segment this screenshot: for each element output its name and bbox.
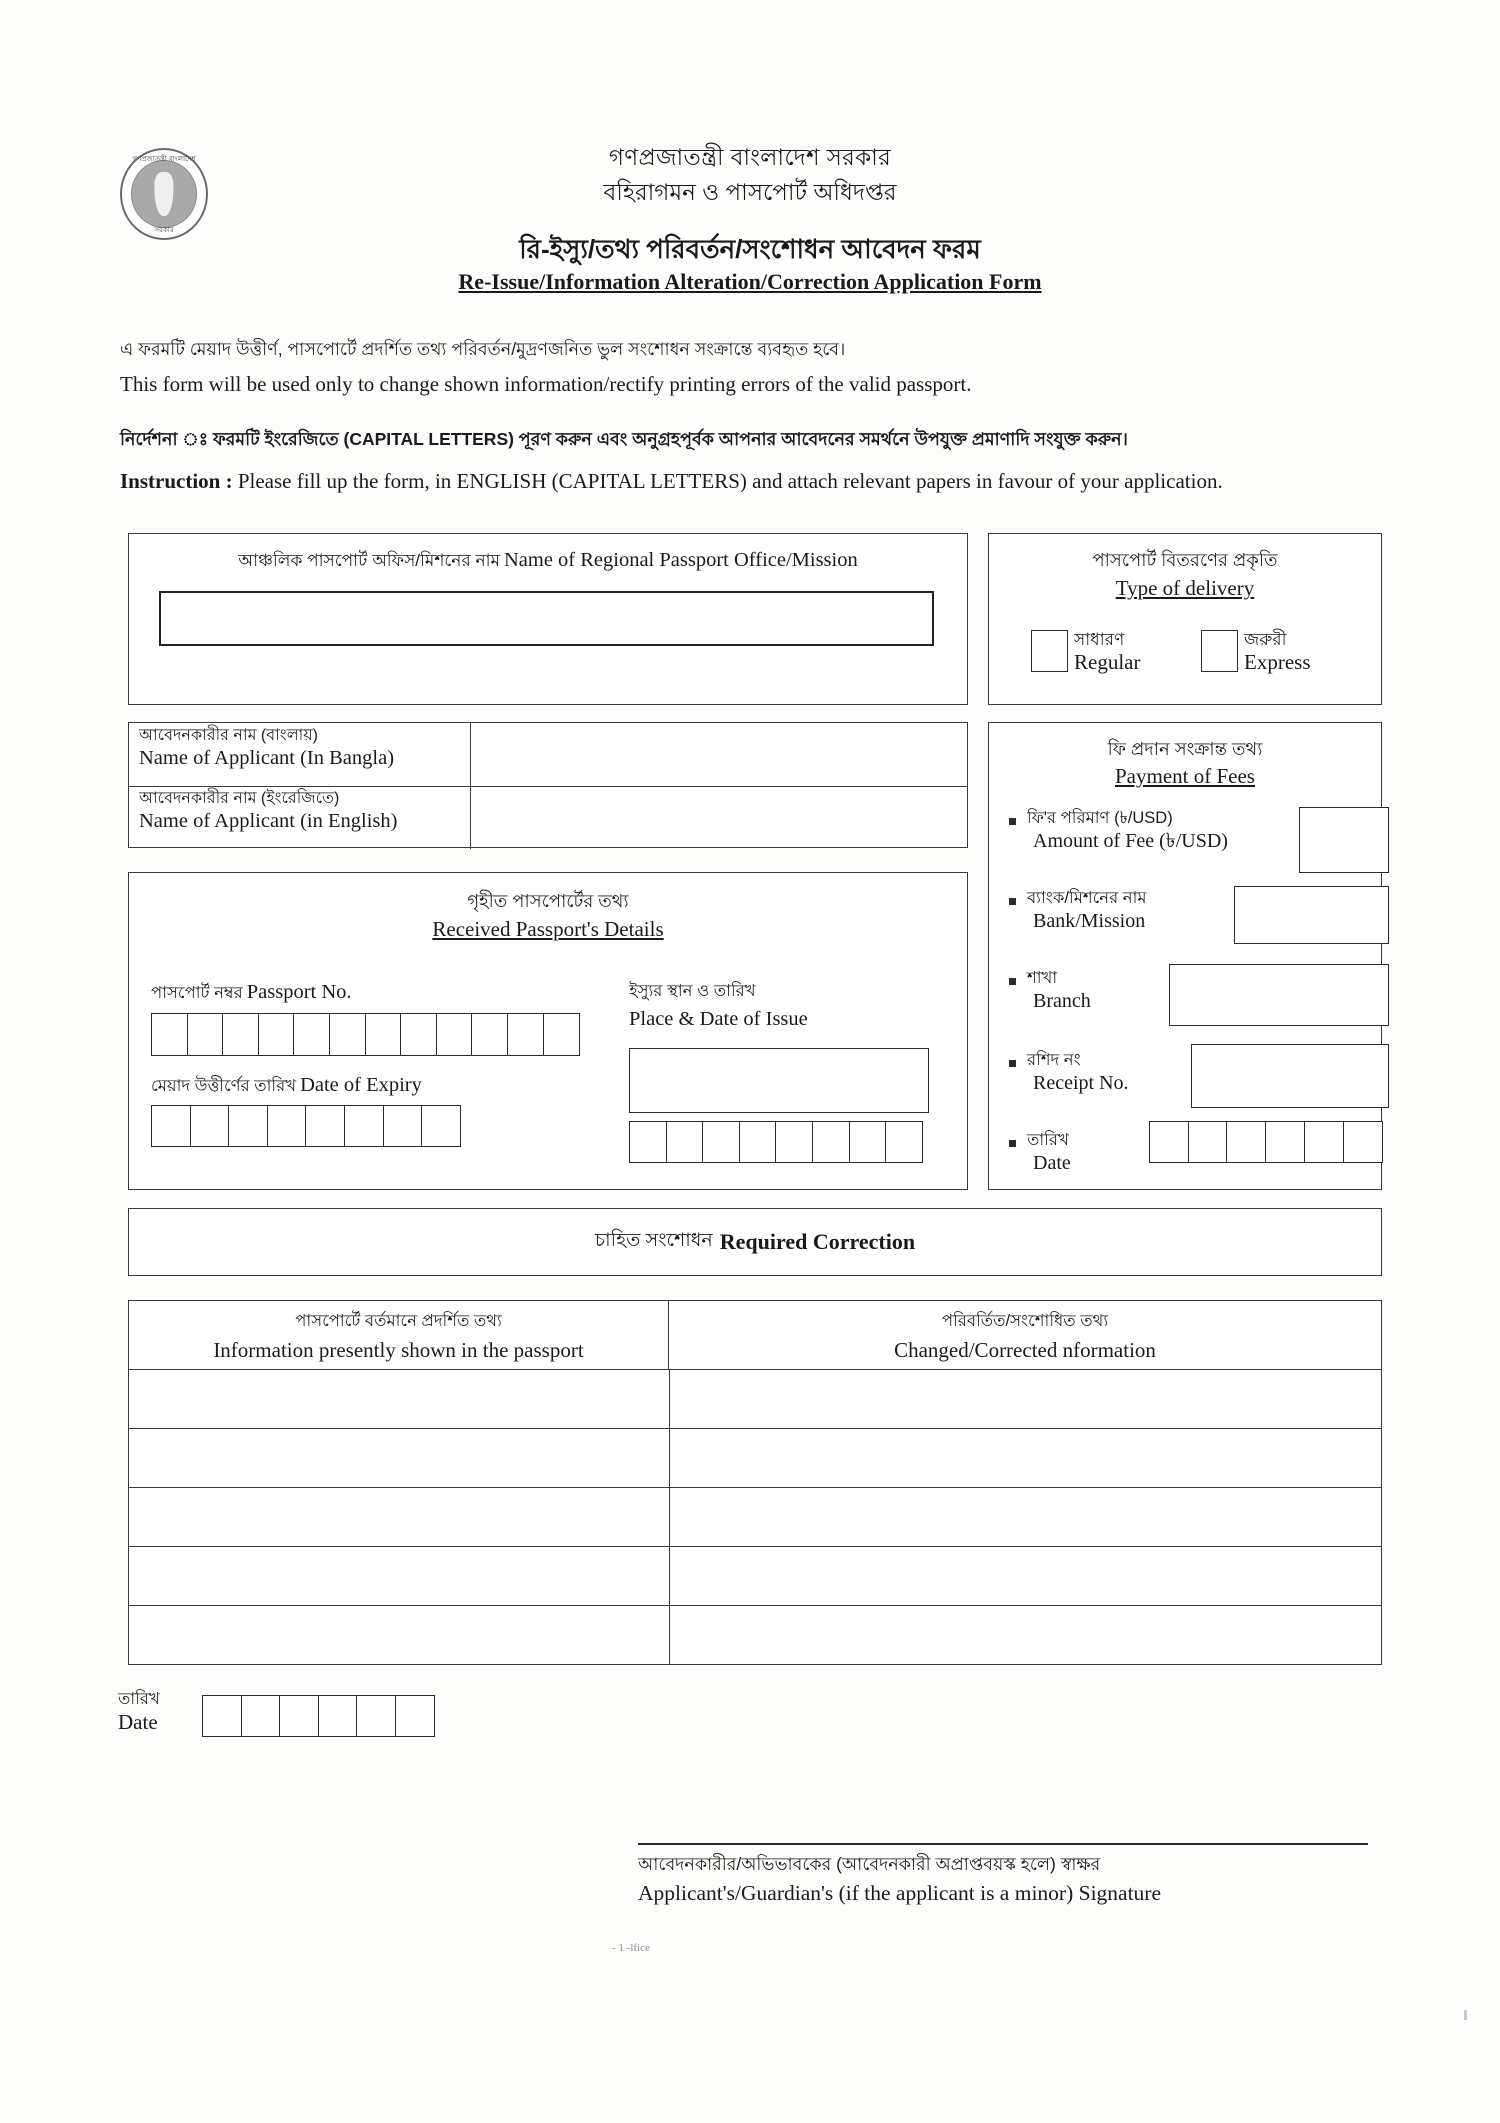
form-date-cell[interactable] bbox=[318, 1695, 358, 1737]
intro-bangla: এ ফরমটি মেয়াদ উত্তীর্ণ, পাসপোর্টে প্রদর্শিত তথ্য পরিবর্তন/মুদ্রণজনিত ভুল সংশোধন সংক্রান্তে ব্যবহৃত হবে। bbox=[120, 339, 846, 359]
date-of-expiry-cell[interactable] bbox=[190, 1105, 230, 1147]
applicant-name-english-label bbox=[129, 786, 471, 849]
passport-no-cell[interactable] bbox=[507, 1013, 544, 1056]
intro-english: This form will be used only to change shown information/rectify printing errors of the valid passport. bbox=[120, 372, 972, 396]
fee-date-label-english: Date bbox=[1033, 1152, 1071, 1175]
received-passport-title-english: Received Passport's Details bbox=[432, 917, 664, 941]
fee-date-cell[interactable] bbox=[1343, 1121, 1383, 1163]
payment-of-fees-title-english: Payment of Fees bbox=[1115, 764, 1255, 788]
correction-cell-present[interactable] bbox=[129, 1487, 669, 1546]
type-of-delivery-panel bbox=[988, 533, 1382, 705]
bank-mission-label-english: Bank/Mission bbox=[1033, 910, 1146, 933]
received-passport-details-panel bbox=[128, 872, 968, 1190]
regional-office-input[interactable] bbox=[159, 591, 934, 646]
intro-paragraph bbox=[120, 335, 1382, 401]
instruction-paragraph bbox=[120, 425, 1382, 498]
correction-table-row bbox=[129, 1546, 1381, 1606]
form-date-label bbox=[118, 1690, 160, 1735]
fee-date-label-bangla: তারিখ bbox=[1027, 1131, 1069, 1149]
applicant-name-english-label-en: Name of Applicant (in English) bbox=[139, 810, 398, 832]
form-date-label-english: Date bbox=[118, 1709, 158, 1734]
applicant-name-bangla-input[interactable] bbox=[471, 723, 967, 786]
type-of-delivery-title-bangla: পাসপোর্ট বিতরণের প্রকৃতি bbox=[1092, 550, 1278, 570]
delivery-regular-label-bangla: সাধারণ bbox=[1074, 630, 1125, 649]
date-of-issue-cell[interactable] bbox=[739, 1121, 777, 1163]
date-of-expiry-cell[interactable] bbox=[267, 1105, 307, 1147]
passport-no-cells[interactable] bbox=[151, 1013, 580, 1056]
document-header bbox=[0, 140, 1500, 295]
applicant-name-table bbox=[128, 722, 968, 848]
correction-table-row bbox=[129, 1605, 1381, 1664]
correction-cell-changed[interactable] bbox=[669, 1487, 1381, 1546]
correction-cell-present[interactable] bbox=[129, 1428, 669, 1487]
department-line: বহিরাগমন ও পাসপোর্ট অধিদপ্তর bbox=[603, 178, 897, 205]
form-title-english: Re-Issue/Information Alteration/Correction Application Form bbox=[458, 269, 1042, 295]
place-date-of-issue-label-english: Place & Date of Issue bbox=[629, 1008, 808, 1030]
date-of-expiry-label-bangla: মেয়াদ উত্তীর্ণের তারিখ bbox=[151, 1077, 297, 1095]
date-of-expiry-cell[interactable] bbox=[305, 1105, 345, 1147]
emblem-top-text: গণপ্রজাতন্ত্রী বাংলাদেশ bbox=[132, 156, 196, 163]
type-of-delivery-title-english: Type of delivery bbox=[1115, 576, 1255, 600]
place-date-of-issue-label bbox=[629, 978, 808, 1031]
required-correction-english: Required Correction bbox=[719, 1229, 916, 1254]
instruction-bangla: নির্দেশনা ঃ ফরমটি ইংরেজিতে (CAPITAL LETTERS) পূরণ করুন এবং অনুগ্রহপূর্বক আপনার আবেদনের সমর্থনে উপযুক্ত প্রমাণাদি সংযুক্ত করুন। bbox=[120, 429, 1128, 449]
correction-cell-present[interactable] bbox=[129, 1546, 669, 1605]
date-of-expiry-cell[interactable] bbox=[344, 1105, 384, 1147]
delivery-regular-checkbox[interactable] bbox=[1031, 630, 1068, 672]
date-of-expiry-cell[interactable] bbox=[151, 1105, 191, 1147]
passport-no-label-bangla: পাসপোর্ট নম্বর bbox=[151, 984, 243, 1002]
branch-input[interactable] bbox=[1169, 964, 1389, 1026]
delivery-regular-label-english: Regular bbox=[1074, 649, 1141, 674]
date-of-issue-cell[interactable] bbox=[849, 1121, 887, 1163]
signature-caption-english: Applicant's/Guardian's (if the applicant is a minor) Signature bbox=[638, 1881, 1162, 1906]
regional-office-caption-english: Name of Regional Passport Office/Mission bbox=[503, 549, 858, 571]
correction-col-changed-bangla: পরিবর্তিত/সংশোধিত তথ্য bbox=[941, 1311, 1109, 1330]
regional-office-caption bbox=[129, 548, 967, 576]
date-of-expiry-cell[interactable] bbox=[383, 1105, 423, 1147]
regional-office-caption-bangla: আঞ্চলিক পাসপোর্ট অফিস/মিশনের নাম bbox=[238, 551, 500, 570]
signature-caption bbox=[638, 1851, 1378, 1908]
passport-no-cell[interactable] bbox=[400, 1013, 437, 1056]
date-of-issue-cells[interactable] bbox=[629, 1121, 923, 1163]
correction-cell-changed[interactable] bbox=[669, 1605, 1381, 1664]
fee-amount-input[interactable] bbox=[1299, 807, 1389, 873]
page-footer-note: - 1 -lfice bbox=[612, 1942, 650, 1954]
applicant-name-english-input[interactable] bbox=[471, 786, 967, 849]
correction-col-changed-header bbox=[669, 1301, 1381, 1369]
instruction-english bbox=[120, 466, 1382, 498]
government-line: গণপ্রজাতন্ত্রী বাংলাদেশ সরকার bbox=[608, 144, 892, 170]
passport-no-cell[interactable] bbox=[329, 1013, 366, 1056]
passport-no-cell[interactable] bbox=[293, 1013, 330, 1056]
correction-col-changed-english: Changed/Corrected nformation bbox=[894, 1337, 1156, 1362]
place-date-of-issue-label-bangla: ইস্যুর স্থান ও তারিখ bbox=[629, 982, 756, 1000]
date-of-issue-cell[interactable] bbox=[885, 1121, 923, 1163]
fee-date-cell[interactable] bbox=[1226, 1121, 1266, 1163]
fee-date-cell[interactable] bbox=[1149, 1121, 1189, 1163]
passport-no-cell[interactable] bbox=[436, 1013, 473, 1056]
received-passport-title-bangla: গৃহীত পাসপোর্টের তথ্য bbox=[467, 891, 629, 911]
required-correction-bar bbox=[128, 1208, 1382, 1276]
applicant-name-bangla-label-bn: আবেদনকারীর নাম (বাংলায়) bbox=[139, 727, 319, 744]
correction-cell-changed[interactable] bbox=[669, 1546, 1381, 1605]
date-of-expiry-cells[interactable] bbox=[151, 1105, 461, 1147]
form-title-bangla: রি-ইস্যু/তথ্য পরিবর্তন/সংশোধন আবেদন ফরম bbox=[519, 234, 981, 264]
correction-table-row bbox=[129, 1369, 1381, 1429]
receipt-no-input[interactable] bbox=[1191, 1044, 1389, 1108]
passport-no-cell[interactable] bbox=[365, 1013, 402, 1056]
fee-date-cell[interactable] bbox=[1304, 1121, 1344, 1163]
signature-line bbox=[638, 1843, 1368, 1845]
applicant-name-bangla-label-en: Name of Applicant (In Bangla) bbox=[139, 747, 395, 769]
applicant-name-bangla-row bbox=[129, 723, 967, 787]
bank-mission-input[interactable] bbox=[1234, 886, 1389, 944]
form-date-cells[interactable] bbox=[202, 1695, 435, 1737]
form-date-cell[interactable] bbox=[395, 1695, 435, 1737]
branch-label-bangla: শাখা bbox=[1027, 969, 1058, 987]
payment-of-fees-panel bbox=[988, 722, 1382, 1190]
bullet-square-icon bbox=[1009, 978, 1016, 985]
instruction-english-label: Instruction : bbox=[120, 469, 233, 493]
correction-cell-changed[interactable] bbox=[669, 1428, 1381, 1487]
fee-amount-label-english: Amount of Fee (৳/USD) bbox=[1033, 830, 1228, 853]
fee-date-cell[interactable] bbox=[1265, 1121, 1305, 1163]
passport-no-cell[interactable] bbox=[258, 1013, 295, 1056]
page-artifact-mark bbox=[1464, 2010, 1467, 2020]
instruction-english-text: Please fill up the form, in ENGLISH (CAPITAL LETTERS) and attach relevant papers in favour of your application. bbox=[232, 469, 1223, 493]
place-of-issue-input[interactable] bbox=[629, 1048, 929, 1113]
date-of-issue-cell[interactable] bbox=[629, 1121, 667, 1163]
date-of-expiry-cell[interactable] bbox=[228, 1105, 268, 1147]
date-of-expiry-cell[interactable] bbox=[421, 1105, 461, 1147]
bank-mission-label-bangla: ব্যাংক/মিশনের নাম bbox=[1027, 889, 1147, 907]
correction-col-present-bangla: পাসপোর্টে বর্তমানে প্রদর্শিত তথ্য bbox=[295, 1311, 502, 1330]
branch-label-english: Branch bbox=[1033, 990, 1091, 1013]
fee-date-cell[interactable] bbox=[1188, 1121, 1228, 1163]
passport-no-cell[interactable] bbox=[471, 1013, 508, 1056]
emblem-bottom-text: সরকার bbox=[154, 227, 174, 234]
date-of-issue-cell[interactable] bbox=[702, 1121, 740, 1163]
fee-date-cells[interactable] bbox=[1149, 1121, 1383, 1163]
passport-no-cell[interactable] bbox=[187, 1013, 224, 1056]
correction-cell-changed[interactable] bbox=[669, 1369, 1381, 1428]
signature-caption-bangla: আবেদনকারীর/অভিভাবকের (আবেদনকারী অপ্রাপ্তবয়স্ক হলে) স্বাক্ষর bbox=[638, 1854, 1101, 1874]
date-of-issue-cell[interactable] bbox=[812, 1121, 850, 1163]
date-of-expiry-label bbox=[151, 1073, 422, 1100]
form-date-cell[interactable] bbox=[202, 1695, 242, 1737]
receipt-no-label-english: Receipt No. bbox=[1033, 1072, 1129, 1095]
passport-no-label-english: Passport No. bbox=[246, 981, 352, 1003]
correction-table-header-row bbox=[129, 1301, 1381, 1370]
regional-passport-office-panel bbox=[128, 533, 968, 705]
applicant-name-english-label-bn: আবেদনকারীর নাম (ইংরেজিতে) bbox=[139, 790, 340, 807]
correction-table-row bbox=[129, 1428, 1381, 1488]
form-date-cell[interactable] bbox=[356, 1695, 396, 1737]
bullet-square-icon bbox=[1009, 1060, 1016, 1067]
applicant-name-bangla-label bbox=[129, 723, 471, 786]
receipt-no-label-bangla: রশিদ নং bbox=[1027, 1051, 1081, 1069]
delivery-option-regular[interactable] bbox=[1031, 630, 1140, 674]
date-of-expiry-label-english: Date of Expiry bbox=[300, 1074, 422, 1096]
delivery-express-label-bangla: জরুরী bbox=[1244, 630, 1287, 649]
applicant-name-english-row bbox=[129, 786, 967, 849]
fee-amount-label-bangla: ফি'র পরিমাণ (৳/USD) bbox=[1027, 809, 1173, 827]
form-date-cell[interactable] bbox=[279, 1695, 319, 1737]
form-date-cell[interactable] bbox=[241, 1695, 281, 1737]
correction-cell-present[interactable] bbox=[129, 1605, 669, 1664]
bullet-square-icon bbox=[1009, 818, 1016, 825]
bullet-square-icon bbox=[1009, 1140, 1016, 1147]
correction-col-present-header bbox=[129, 1301, 669, 1369]
passport-no-cell[interactable] bbox=[543, 1013, 580, 1056]
correction-table-row bbox=[129, 1487, 1381, 1547]
passport-no-label bbox=[151, 980, 352, 1007]
delivery-express-label-english: Express bbox=[1244, 649, 1311, 674]
date-of-issue-cell[interactable] bbox=[775, 1121, 813, 1163]
delivery-express-checkbox[interactable] bbox=[1201, 630, 1238, 672]
date-of-issue-cell[interactable] bbox=[666, 1121, 704, 1163]
correction-col-present-english: Information presently shown in the passport bbox=[213, 1337, 584, 1362]
form-date-label-bangla: তারিখ bbox=[118, 1690, 160, 1708]
delivery-option-express[interactable] bbox=[1201, 630, 1311, 674]
required-correction-bangla: চাহিত সংশোধন bbox=[594, 1230, 713, 1251]
bullet-square-icon bbox=[1009, 898, 1016, 905]
passport-no-cell[interactable] bbox=[222, 1013, 259, 1056]
passport-no-cell[interactable] bbox=[151, 1013, 188, 1056]
payment-of-fees-title-bangla: ফি প্রদান সংক্রান্ত তথ্য bbox=[1107, 739, 1263, 759]
required-correction-table bbox=[128, 1300, 1382, 1665]
correction-cell-present[interactable] bbox=[129, 1369, 669, 1428]
